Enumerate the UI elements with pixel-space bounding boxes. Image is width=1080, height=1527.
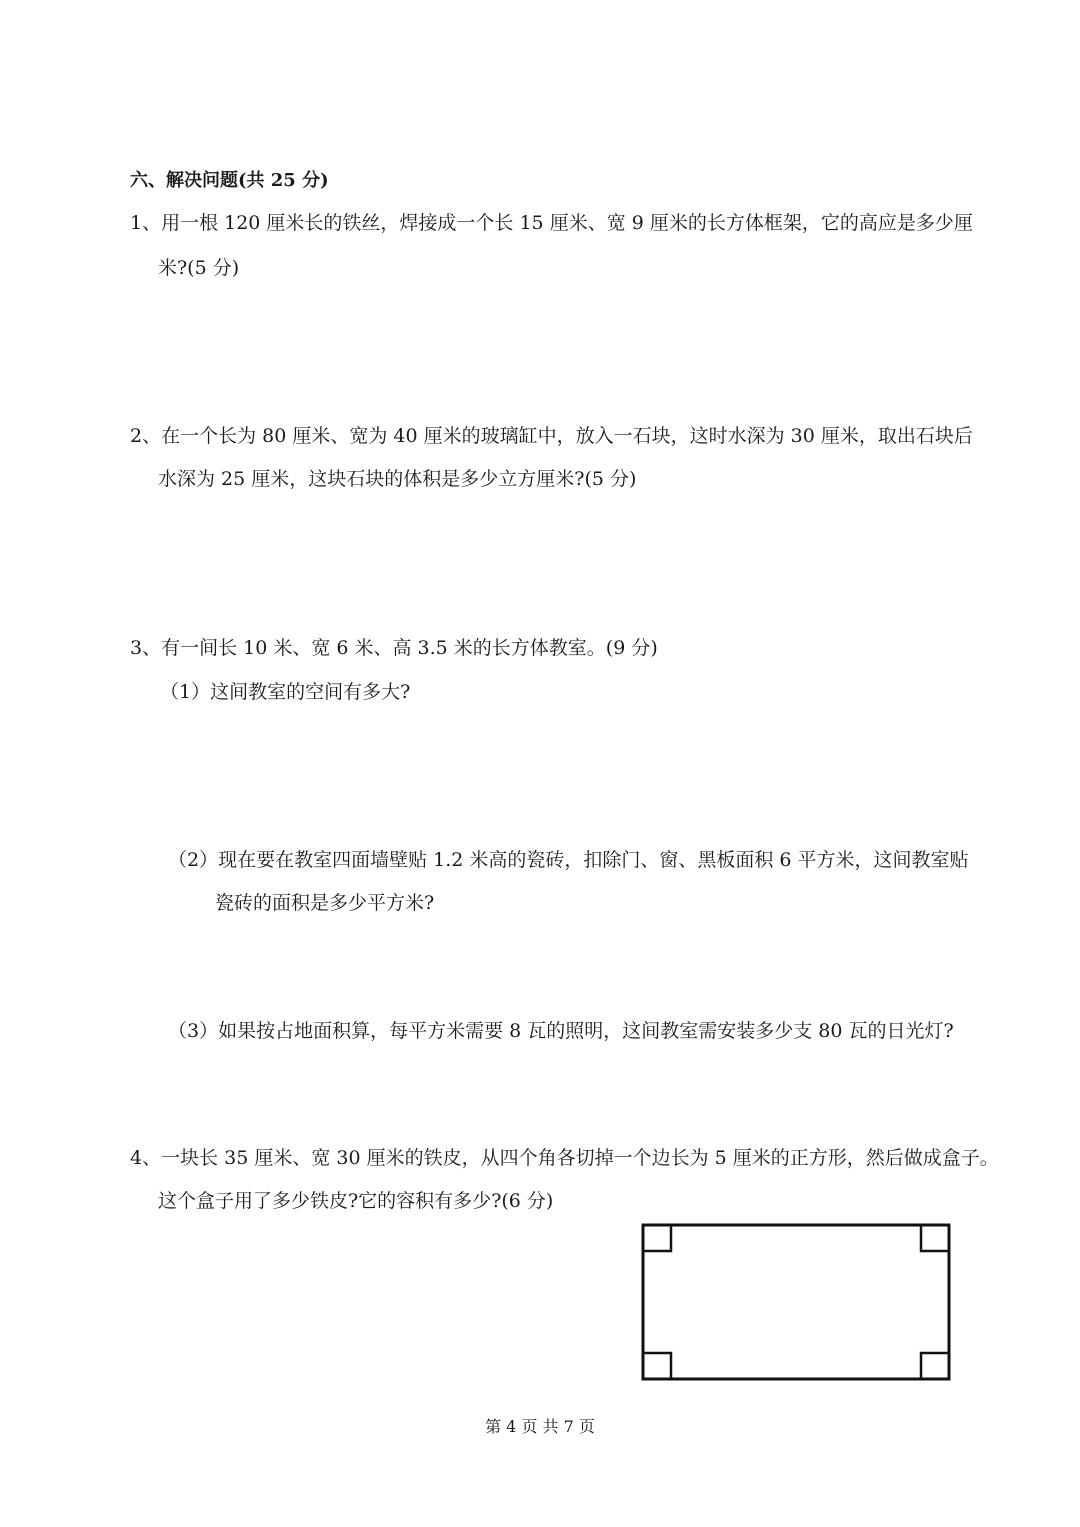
problem-4-line-2: 这个盒子用了多少铁皮?它的容积有多少?(6 分) <box>158 1190 554 1212</box>
section-title: 六、解决问题(共 25 分) <box>130 170 329 191</box>
sheet-diagram <box>640 1222 954 1384</box>
problem-3-part-2-line-2: 瓷砖的面积是多少平方米? <box>215 892 435 914</box>
problem-3-part-1: （1）这间教室的空间有多大? <box>160 681 411 703</box>
corner-square-top-right <box>921 1225 949 1251</box>
problem-1-line-1: 1、用一根 120 厘米长的铁丝，焊接成一个长 15 厘米、宽 9 厘米的长方体框架，它的高应是多少厘 <box>130 212 973 234</box>
page-footer: 第 4 页 共 7 页 <box>485 1417 595 1436</box>
problem-3-part-2-line-1: （2）现在要在教室四面墙壁贴 1.2 米高的瓷砖，扣除门、窗、黑板面积 6 平方米，这间教室贴 <box>168 849 969 871</box>
problem-4-line-1: 4、一块长 35 厘米、宽 30 厘米的铁皮，从四个角各切掉一个边长为 5 厘米的正方形，然后做成盒子。 <box>130 1147 999 1169</box>
corner-square-bottom-left <box>643 1353 671 1379</box>
sheet-outline <box>643 1225 949 1379</box>
problem-2-line-2: 水深为 25 厘米，这块石块的体积是多少立方厘米?(5 分) <box>158 468 637 490</box>
problem-3-part-3: （3）如果按占地面积算，每平方米需要 8 瓦的照明，这间教室需安装多少支 80 瓦的日光灯? <box>168 1020 954 1042</box>
problem-3-line-1: 3、有一间长 10 米、宽 6 米、高 3.5 米的长方体教室。(9 分) <box>130 637 658 659</box>
corner-square-top-left <box>643 1225 671 1251</box>
corner-square-bottom-right <box>921 1353 949 1379</box>
problem-2-line-1: 2、在一个长为 80 厘米、宽为 40 厘米的玻璃缸中，放入一石块，这时水深为 30 厘米，取出石块后 <box>130 425 973 447</box>
problem-1-line-2: 米?(5 分) <box>158 257 240 279</box>
